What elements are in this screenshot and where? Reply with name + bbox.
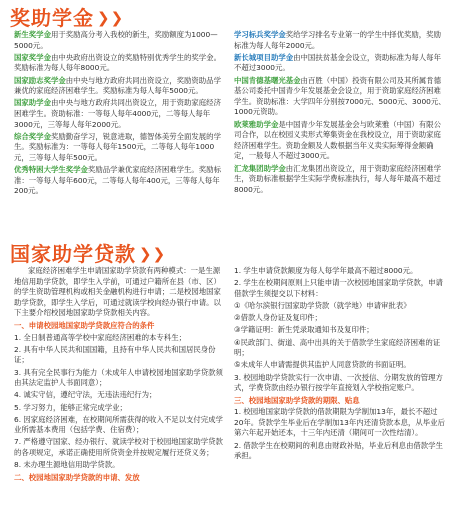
- scholarship-text: 奖励勤奋学习，锐意进取，德智体美劳全面发展的学生。奖励标准为：一等每人每年1500元，二等每人每年1000元，三等每人每年500元。: [14, 131, 221, 162]
- loan-item: 2. 学生在校期间原则上只能申请一次校园地国家助学贷款，申请借款学生须提交以下材料：: [234, 278, 443, 298]
- loan-item: ⑤未成年人申请需提供其监护人同意贷款的书面证明。: [234, 360, 411, 370]
- scholarship-text: 由汇龙集团出资设立，用于资助家庭经济困难学生，资助标准根据学生实际学费标准执行，每人每年最高不超过8000元。: [234, 163, 441, 194]
- scholarship-item: [14, 165, 226, 197]
- scholarship-label: 综合奖学金: [14, 131, 51, 141]
- loan-item: ②借款人身份证及复印件；: [234, 313, 322, 323]
- loan-item: ③学籍证明：新生凭录取通知书及复印件；: [234, 325, 374, 335]
- scholarship-item: [14, 98, 226, 130]
- loan-condition: 8. 未办理生源地信用助学贷款。: [14, 460, 120, 470]
- scholarship-label: 新生奖学金: [14, 30, 51, 39]
- scholarship-label: 汇龙集团助学金: [234, 163, 286, 173]
- loan-condition: 6. 因家庭经济困难，在校期间所需获得的收入不足以支付完成学业所需基本费用（包括学费、住宿费）；: [14, 414, 223, 435]
- scholarship-text: 由中央与地方政府共同出资设立，奖励资助品学兼优的家庭经济困难学生。奖励标准为每人每年5000元。: [14, 75, 221, 96]
- loan-application-heading: 二、校园地国家助学贷款的申请、发放: [14, 472, 140, 482]
- scholarship-item: [14, 53, 226, 74]
- scholarship-item: [234, 53, 446, 74]
- loan-terms-heading: 三、校园地国家助学贷款的期限、贴息: [234, 395, 360, 405]
- scholarship-right-column: [234, 30, 446, 197]
- scholarship-left-column: [14, 30, 226, 198]
- scholarship-section-title: [10, 2, 124, 31]
- loan-term: 1. 校园地国家助学贷款的借款期限为学制加13年，最长不超过20年。贷款学生毕业后在学制加13年内还清贷款本息，从毕业后第六年起开始还本，十三年内还清（期间可一次性结清）。: [234, 407, 445, 438]
- scholarship-text: 由中国扶贫基金会设立，资助标准为每人每年不超过3000元。: [234, 52, 441, 73]
- scholarship-item: [234, 76, 446, 118]
- scholarship-label: 国家奖学金: [14, 52, 51, 62]
- scholarship-text: 由中央与地方政府共同出资设立，用于资助家庭经济困难学生。资助标准：一等每人每年4000元，二等每人每年3000元，三等每人每年2000元。: [14, 98, 221, 129]
- loan-intro: 家庭经济困难学生申请国家助学贷款有两种模式：一是生源地信用助学贷款，即学生入学前，可通过户籍所在县（市、区）的学生资助管理机构或相关金融机构进行申请；二是校园地国家助学贷款，即学生入学后，可通过就读学校向经办银行申请。以下主要介绍校园地国家助学贷款相关内容。: [14, 266, 221, 318]
- scholarship-label: 国家助学金: [14, 98, 51, 108]
- scholarship-text: 奖励品学兼优家庭经济困难学生。奖励标准：一等每人每年600元，二等每人每年400元，三等每人每年200元。: [14, 165, 221, 196]
- scholarship-text: 用于奖励高分考入我校的新生，奖励额度为1000—5000元。: [14, 30, 218, 50]
- scholarship-item: [14, 30, 226, 51]
- double-chevron-icon: ❯❯: [97, 9, 125, 27]
- loan-condition: 5. 学习努力，能够正常完成学业；: [14, 402, 127, 412]
- loan-condition: 7. 严格遵守国家、经办银行、就读学校对于校园地国家助学贷款的各项规定，承诺正确使用所贷资金并按规定履行还贷义务；: [14, 437, 223, 458]
- scholarship-item: [14, 132, 226, 164]
- loan-item: ①《哈尔滨银行国家助学贷款（就学地）申请审批表》: [234, 300, 411, 310]
- scholarship-text: 奖给学习排名专业第一的学生中择优奖励，奖励标准为每人每年2000元。: [234, 30, 441, 50]
- scholarship-item: [234, 30, 446, 51]
- scholarship-label: 学习标兵奖学金: [234, 30, 286, 39]
- scholarship-item: [234, 164, 446, 196]
- scholarship-label: 中国肯德基曙光基金: [234, 75, 301, 85]
- loan-item: 3. 校园地助学贷款实行一次申请、一次授信、分期发放的管理方式，学费贷款由经办银行按学年直接划入学校指定账户。: [234, 372, 443, 393]
- loan-item: ④民政部门、街道、高中出具的关于借款学生家庭经济困难的证明；: [234, 337, 441, 358]
- loan-title-text: 国家助学贷款: [10, 242, 136, 266]
- loan-condition: 3. 具有完全民事行为能力（未成年人申请校园地国家助学贷款须由其法定监护人书面同意）；: [14, 367, 223, 388]
- loan-condition: 4. 诚实守信，遵纪守法，无违法违纪行为；: [14, 390, 157, 400]
- scholarship-label: 欧莱雅助学金: [234, 119, 279, 129]
- double-chevron-icon: ❯❯: [139, 245, 167, 263]
- loan-left-column: [14, 266, 226, 484]
- loan-term: 2. 借款学生在校期间的利息由财政补贴，毕业后利息由借款学生承担。: [234, 440, 443, 461]
- loan-condition: 1. 全日制普通高等学校中家庭经济困难的本专科生；: [14, 332, 186, 342]
- scholarship-text: 是中国青少年发展基金会与欧莱雅（中国）有限公司合作，以在校园义卖形式筹集资金在我校设立，用于资助家庭经济困难学生。资助金额及人数根据当年义卖实际筹得金额确定，一般每人不超过3000元。: [234, 119, 441, 161]
- scholarship-label: 国家励志奖学金: [14, 75, 66, 85]
- scholarship-label: 新长城项目助学金: [234, 52, 294, 62]
- scholarship-title-text: 奖助学金: [10, 6, 94, 30]
- loan-section-title: [10, 238, 166, 267]
- loan-item: 1. 学生申请贷款额度为每人每学年最高不超过8000元。: [234, 266, 418, 275]
- scholarship-text: 由中央政府出资设立的奖励特别优秀学生的奖学金。奖励标准为每人每年8000元。: [14, 52, 221, 73]
- scholarship-text: 由百胜（中国）投资有限公司及其所属肯德基公司委托中国青少年发展基金会设立，用于资助家庭经济困难学生。资助标准：大学四年分别按7000元、5000元、3000元、1000元资助。: [234, 75, 446, 117]
- scholarship-item: [234, 120, 446, 162]
- scholarship-label: 优秀特困大学生奖学金: [14, 165, 88, 175]
- loan-condition: 2. 具有中华人民共和国国籍，且持有中华人民共和国居民身份证；: [14, 344, 216, 365]
- loan-conditions-heading: 一、申请校园地国家助学贷款应符合的条件: [14, 320, 155, 330]
- scholarship-item: [14, 76, 226, 97]
- loan-right-column: [234, 266, 446, 463]
